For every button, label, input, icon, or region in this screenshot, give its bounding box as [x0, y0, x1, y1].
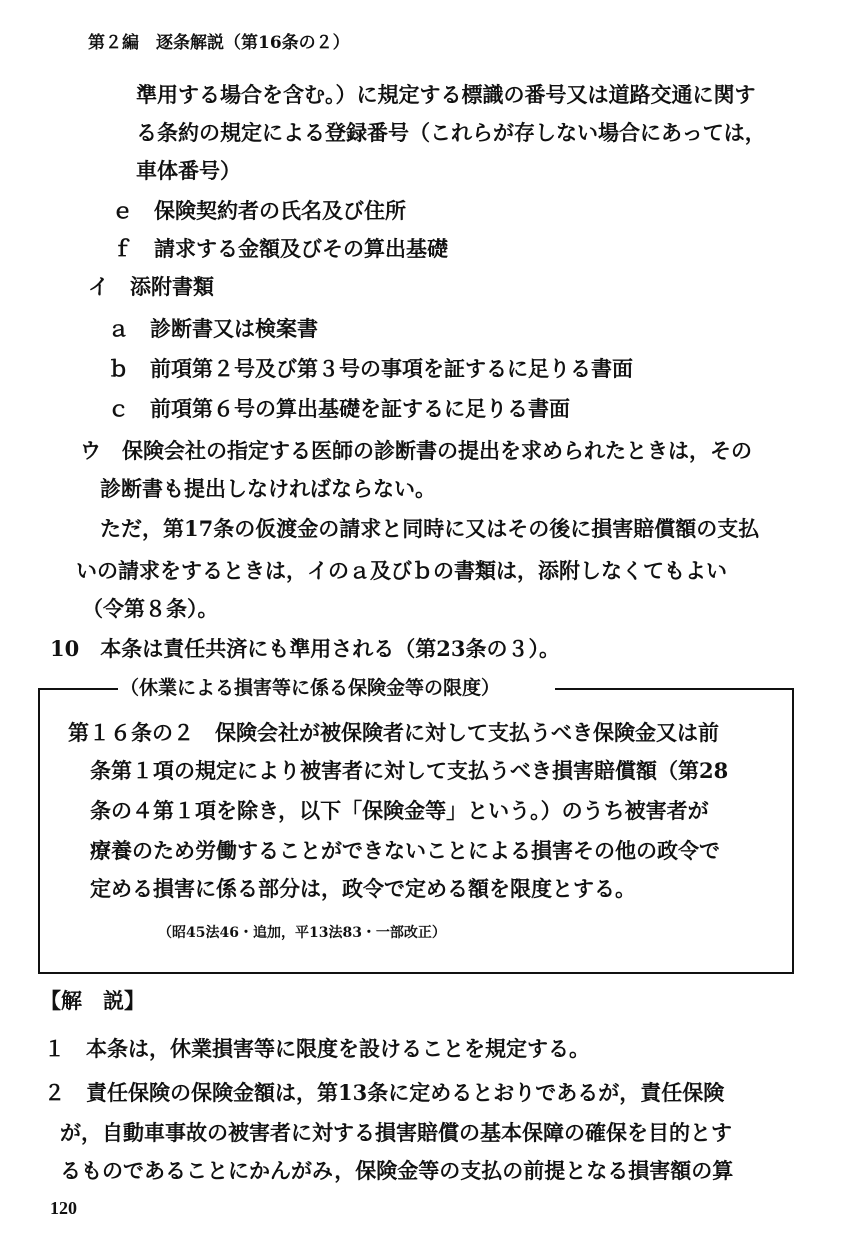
commentary-line: るものであることにかんがみ，保険金等の支払の前提となる損害額の算: [60, 1158, 734, 1183]
text-line: 準用する場合を含む。）に規定する標識の番号又は道路交通に関す: [136, 82, 756, 107]
text-line: 車体番号）: [136, 158, 241, 183]
text-line: ａ 診断書又は検案書: [108, 316, 318, 341]
text-line: る条約の規定による登録番号（これらが存しない場合にあっては，: [136, 120, 766, 145]
article-box-title: （休業による損害等に係る保険金等の限度）: [118, 674, 502, 702]
article-line: 条の４第１項を除き，以下「保険金等」という。）のうち被害者が: [90, 798, 709, 823]
text-line: ｅ 保険契約者の氏名及び住所: [112, 198, 406, 223]
text-line: ｆ 請求する金額及びその算出基礎: [112, 236, 448, 261]
commentary-heading: 【解 説】: [40, 988, 145, 1013]
text-line: イ 添附書類: [88, 274, 214, 299]
box-top-border: [38, 688, 118, 690]
text-line: ｃ 前項第６号の算出基礎を証するに足りる書面: [108, 396, 570, 421]
article-line: 条第１項の規定により被害者に対して支払うべき損害賠償額（第28: [90, 758, 729, 783]
text-line: 10 本条は責任共済にも準用される（第23条の３）。: [50, 636, 560, 661]
running-header: 第２編 逐条解説（第16条の２）: [88, 33, 350, 53]
page-number: 120: [50, 1198, 77, 1218]
text-line: ウ 保険会社の指定する医師の診断書の提出を求められたときは，その: [80, 438, 752, 463]
amendment-note: （昭45法46・追加，平13法83・一部改正）: [158, 925, 446, 941]
article-line: 第１６条の２ 保険会社が被保険者に対して支払うべき保険金又は前: [68, 720, 719, 745]
text-line: （令第８条）。: [82, 596, 219, 621]
text-line: いの請求をするときは，イのａ及びｂの書類は，添附しなくてもよい: [76, 558, 727, 583]
commentary-line: ２ 責任保険の保険金額は，第13条に定めるとおりであるが，責任保険: [44, 1080, 725, 1105]
text-line: ただ，第17条の仮渡金の請求と同時に又はその後に損害賠償額の支払: [100, 516, 760, 541]
text-line: ｂ 前項第２号及び第３号の事項を証するに足りる書面: [108, 356, 633, 381]
article-line: 療養のため労働することができないことによる損害その他の政令で: [90, 838, 720, 863]
box-top-border: [555, 688, 794, 690]
text-line: 診断書も提出しなければならない。: [100, 476, 436, 501]
commentary-line: １ 本条は，休業損害等に限度を設けることを規定する。: [44, 1036, 590, 1061]
article-line: 定める損害に係る部分は，政令で定める額を限度とする。: [90, 876, 636, 901]
commentary-line: が，自動車事故の被害者に対する損害賠償の基本保障の確保を目的とす: [60, 1120, 732, 1145]
